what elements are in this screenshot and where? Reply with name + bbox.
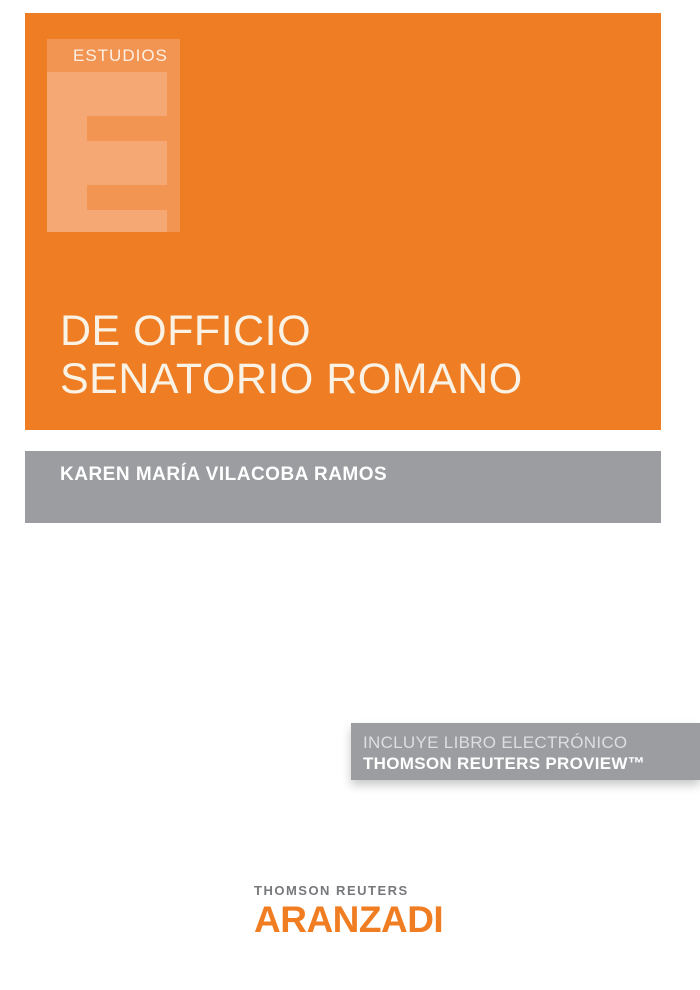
publisher-aranzadi: ARANZADI: [254, 899, 444, 940]
book-title: [60, 307, 523, 403]
letter-e-arm-top: [47, 72, 167, 116]
publisher-thomson-reuters: THOMSON REUTERS: [254, 883, 409, 898]
publisher-logo: [254, 883, 443, 940]
collection-label: [47, 39, 180, 72]
letter-e-arm-bottom: [47, 210, 167, 232]
book-title-line2: SENATORIO ROMANO: [60, 355, 523, 403]
proview-badge: [351, 723, 700, 780]
cover-header: [25, 13, 661, 430]
book-title-line1: DE OFFICIO: [60, 307, 312, 355]
proview-badge-line2: THOMSON REUTERS PROVIEW™: [363, 754, 646, 773]
letter-e-arm-middle: [47, 141, 167, 185]
collection-label-text: ESTUDIOS: [73, 45, 168, 65]
author-bar: [25, 451, 661, 523]
proview-badge-line1: INCLUYE LIBRO ELECTRÓNICO: [363, 733, 628, 752]
author-name: KAREN MARÍA VILACOBA RAMOS: [60, 464, 388, 485]
collection-block: [47, 39, 180, 232]
